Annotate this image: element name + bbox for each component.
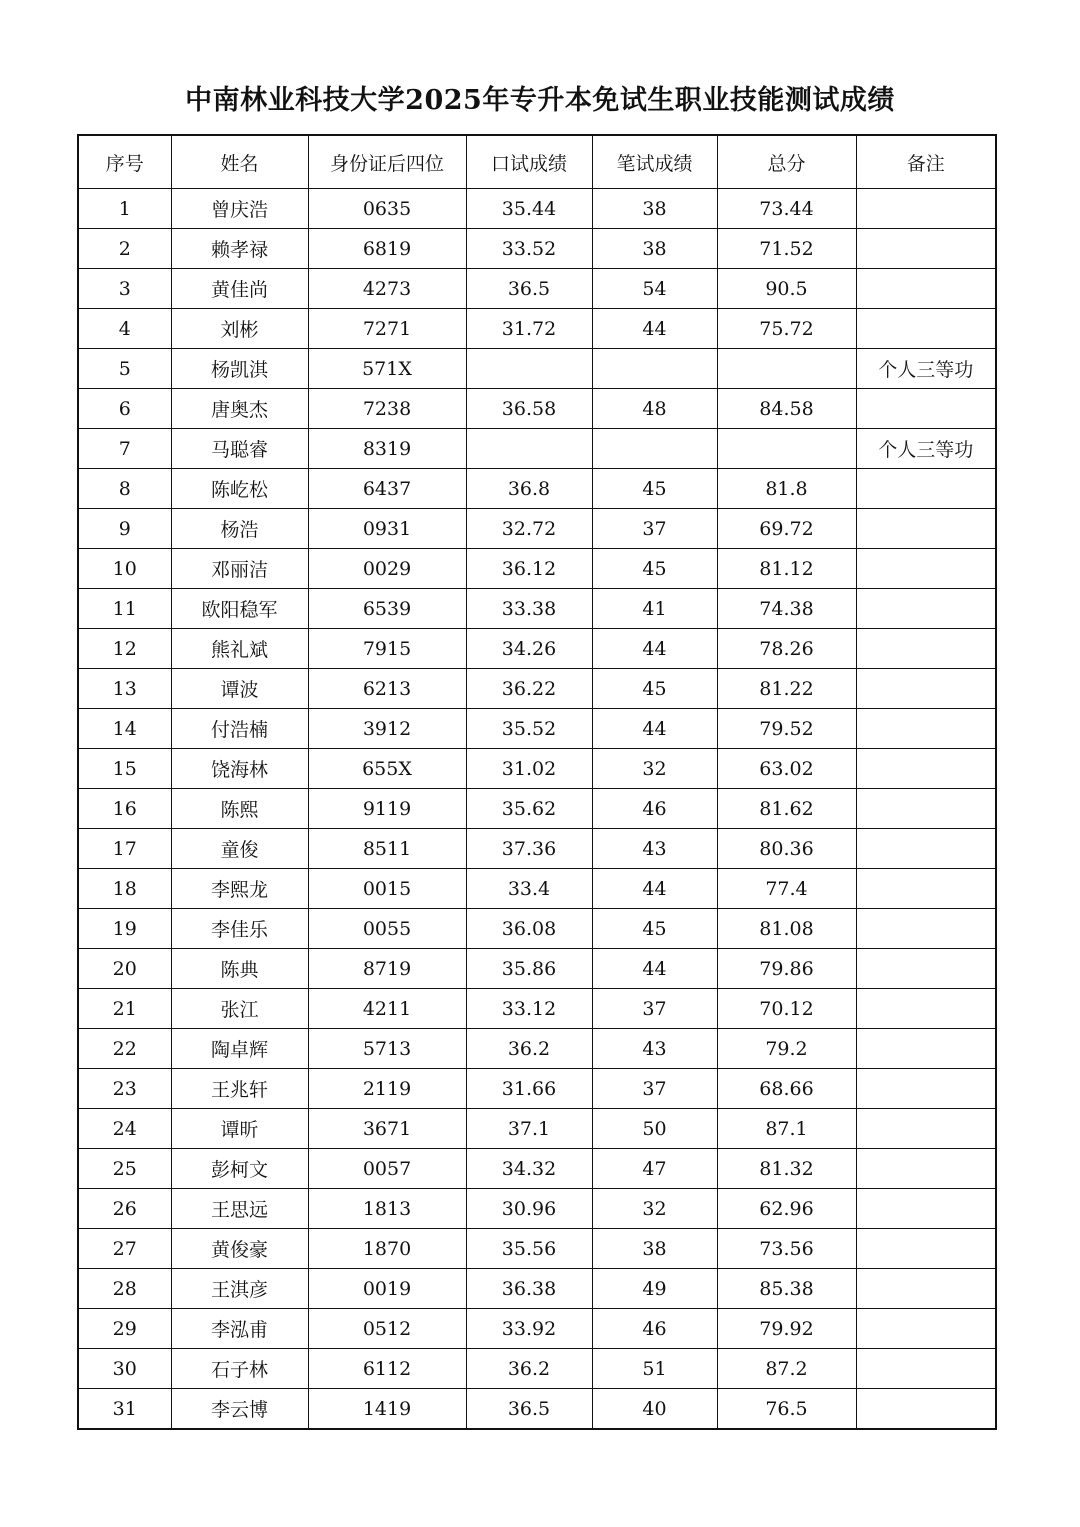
name-cell: 熊礼斌 — [171, 629, 308, 669]
written-score-cell: 38 — [592, 1229, 717, 1269]
total-score-cell — [717, 349, 856, 389]
written-score-cell: 46 — [592, 789, 717, 829]
id-last-four-cell: 1870 — [308, 1229, 466, 1269]
total-score-cell: 73.44 — [717, 189, 856, 229]
serial-number-cell: 1 — [78, 189, 171, 229]
remarks-cell — [856, 1229, 996, 1269]
total-score-cell: 81.22 — [717, 669, 856, 709]
table-row — [78, 229, 996, 269]
oral-score-cell: 33.92 — [466, 1309, 592, 1349]
written-score-cell: 38 — [592, 189, 717, 229]
total-score-cell: 78.26 — [717, 629, 856, 669]
oral-score-cell: 33.12 — [466, 989, 592, 1029]
id-last-four-cell: 0019 — [308, 1269, 466, 1309]
serial-number-cell: 7 — [78, 429, 171, 469]
remarks-cell — [856, 1309, 996, 1349]
header-id-last-four: 身份证后四位 — [308, 135, 466, 189]
header-remarks: 备注 — [856, 135, 996, 189]
serial-number-cell: 8 — [78, 469, 171, 509]
id-last-four-cell: 1813 — [308, 1189, 466, 1229]
serial-number-cell: 25 — [78, 1149, 171, 1189]
total-score-cell: 80.36 — [717, 829, 856, 869]
total-score-cell: 81.08 — [717, 909, 856, 949]
serial-number-cell: 23 — [78, 1069, 171, 1109]
name-cell: 李佳乐 — [171, 909, 308, 949]
oral-score-cell: 36.5 — [466, 269, 592, 309]
remarks-cell — [856, 469, 996, 509]
oral-score-cell: 36.22 — [466, 669, 592, 709]
table-row — [78, 869, 996, 909]
name-cell: 王思远 — [171, 1189, 308, 1229]
id-last-four-cell: 1419 — [308, 1389, 466, 1430]
table-row — [78, 1189, 996, 1229]
id-last-four-cell: 8719 — [308, 949, 466, 989]
serial-number-cell: 21 — [78, 989, 171, 1029]
id-last-four-cell: 2119 — [308, 1069, 466, 1109]
total-score-cell: 90.5 — [717, 269, 856, 309]
remarks-cell — [856, 989, 996, 1029]
id-last-four-cell: 0029 — [308, 549, 466, 589]
name-cell: 杨浩 — [171, 509, 308, 549]
serial-number-cell: 27 — [78, 1229, 171, 1269]
oral-score-cell: 31.02 — [466, 749, 592, 789]
total-score-cell: 79.2 — [717, 1029, 856, 1069]
serial-number-cell: 30 — [78, 1349, 171, 1389]
serial-number-cell: 13 — [78, 669, 171, 709]
id-last-four-cell: 3912 — [308, 709, 466, 749]
remarks-cell — [856, 389, 996, 429]
id-last-four-cell: 0057 — [308, 1149, 466, 1189]
oral-score-cell — [466, 349, 592, 389]
written-score-cell: 44 — [592, 949, 717, 989]
id-last-four-cell: 0055 — [308, 909, 466, 949]
serial-number-cell: 20 — [78, 949, 171, 989]
id-last-four-cell: 6437 — [308, 469, 466, 509]
oral-score-cell: 36.58 — [466, 389, 592, 429]
total-score-cell: 81.8 — [717, 469, 856, 509]
oral-score-cell: 33.38 — [466, 589, 592, 629]
remarks-cell — [856, 1349, 996, 1389]
table-row — [78, 789, 996, 829]
serial-number-cell: 26 — [78, 1189, 171, 1229]
serial-number-cell: 12 — [78, 629, 171, 669]
written-score-cell: 50 — [592, 1109, 717, 1149]
serial-number-cell: 11 — [78, 589, 171, 629]
table-row — [78, 949, 996, 989]
table-row — [78, 269, 996, 309]
table-row — [78, 829, 996, 869]
table-row — [78, 429, 996, 469]
oral-score-cell: 35.56 — [466, 1229, 592, 1269]
remarks-cell — [856, 1269, 996, 1309]
oral-score-cell: 36.38 — [466, 1269, 592, 1309]
oral-score-cell: 36.5 — [466, 1389, 592, 1430]
remarks-cell — [856, 189, 996, 229]
serial-number-cell: 31 — [78, 1389, 171, 1430]
name-cell: 付浩楠 — [171, 709, 308, 749]
table-row — [78, 629, 996, 669]
id-last-four-cell: 6819 — [308, 229, 466, 269]
written-score-cell: 40 — [592, 1389, 717, 1430]
table-row — [78, 349, 996, 389]
written-score-cell: 46 — [592, 1309, 717, 1349]
table-row — [78, 469, 996, 509]
table-row — [78, 509, 996, 549]
written-score-cell: 48 — [592, 389, 717, 429]
remarks-cell — [856, 1029, 996, 1069]
written-score-cell: 37 — [592, 509, 717, 549]
id-last-four-cell: 7271 — [308, 309, 466, 349]
remarks-cell — [856, 229, 996, 269]
oral-score-cell: 35.52 — [466, 709, 592, 749]
name-cell: 李泓甫 — [171, 1309, 308, 1349]
total-score-cell: 62.96 — [717, 1189, 856, 1229]
oral-score-cell: 35.86 — [466, 949, 592, 989]
serial-number-cell: 18 — [78, 869, 171, 909]
name-cell: 唐奥杰 — [171, 389, 308, 429]
total-score-cell: 75.72 — [717, 309, 856, 349]
serial-number-cell: 24 — [78, 1109, 171, 1149]
id-last-four-cell: 571X — [308, 349, 466, 389]
oral-score-cell: 37.36 — [466, 829, 592, 869]
header-serial-number: 序号 — [78, 135, 171, 189]
name-cell: 杨凯淇 — [171, 349, 308, 389]
total-score-cell: 79.52 — [717, 709, 856, 749]
total-score-cell: 74.38 — [717, 589, 856, 629]
oral-score-cell: 34.32 — [466, 1149, 592, 1189]
table-row — [78, 189, 996, 229]
table-row — [78, 909, 996, 949]
name-cell: 王淇彦 — [171, 1269, 308, 1309]
remarks-cell: 个人三等功 — [856, 349, 996, 389]
id-last-four-cell: 4273 — [308, 269, 466, 309]
written-score-cell: 51 — [592, 1349, 717, 1389]
remarks-cell — [856, 1389, 996, 1430]
name-cell: 王兆轩 — [171, 1069, 308, 1109]
table-row — [78, 1069, 996, 1109]
oral-score-cell: 34.26 — [466, 629, 592, 669]
remarks-cell — [856, 829, 996, 869]
total-score-cell: 71.52 — [717, 229, 856, 269]
id-last-four-cell: 0635 — [308, 189, 466, 229]
oral-score-cell: 36.12 — [466, 549, 592, 589]
remarks-cell — [856, 1189, 996, 1229]
serial-number-cell: 2 — [78, 229, 171, 269]
id-last-four-cell: 5713 — [308, 1029, 466, 1069]
total-score-cell: 68.66 — [717, 1069, 856, 1109]
name-cell: 曾庆浩 — [171, 189, 308, 229]
name-cell: 陈典 — [171, 949, 308, 989]
table-row — [78, 1229, 996, 1269]
serial-number-cell: 9 — [78, 509, 171, 549]
name-cell: 黄俊豪 — [171, 1229, 308, 1269]
table-row — [78, 1309, 996, 1349]
scores-table — [77, 134, 997, 1430]
id-last-four-cell: 6539 — [308, 589, 466, 629]
table-row — [78, 1269, 996, 1309]
serial-number-cell: 16 — [78, 789, 171, 829]
name-cell: 李熙龙 — [171, 869, 308, 909]
remarks-cell — [856, 309, 996, 349]
remarks-cell — [856, 789, 996, 829]
remarks-cell — [856, 1109, 996, 1149]
written-score-cell: 41 — [592, 589, 717, 629]
name-cell: 彭柯文 — [171, 1149, 308, 1189]
id-last-four-cell: 0015 — [308, 869, 466, 909]
written-score-cell: 37 — [592, 1069, 717, 1109]
name-cell: 谭波 — [171, 669, 308, 709]
total-score-cell: 76.5 — [717, 1389, 856, 1430]
name-cell: 童俊 — [171, 829, 308, 869]
total-score-cell: 79.92 — [717, 1309, 856, 1349]
table-row — [78, 1149, 996, 1189]
written-score-cell: 43 — [592, 1029, 717, 1069]
written-score-cell — [592, 429, 717, 469]
remarks-cell — [856, 1069, 996, 1109]
remarks-cell: 个人三等功 — [856, 429, 996, 469]
remarks-cell — [856, 269, 996, 309]
name-cell: 欧阳稳军 — [171, 589, 308, 629]
oral-score-cell: 35.44 — [466, 189, 592, 229]
written-score-cell: 44 — [592, 709, 717, 749]
id-last-four-cell: 3671 — [308, 1109, 466, 1149]
header-written-score: 笔试成绩 — [592, 135, 717, 189]
id-last-four-cell: 4211 — [308, 989, 466, 1029]
name-cell: 陈熙 — [171, 789, 308, 829]
name-cell: 邓丽洁 — [171, 549, 308, 589]
oral-score-cell — [466, 429, 592, 469]
serial-number-cell: 15 — [78, 749, 171, 789]
total-score-cell: 63.02 — [717, 749, 856, 789]
header-total-score: 总分 — [717, 135, 856, 189]
serial-number-cell: 6 — [78, 389, 171, 429]
name-cell: 陶卓辉 — [171, 1029, 308, 1069]
total-score-cell — [717, 429, 856, 469]
id-last-four-cell: 8511 — [308, 829, 466, 869]
table-row — [78, 1349, 996, 1389]
remarks-cell — [856, 509, 996, 549]
table-row — [78, 1389, 996, 1430]
serial-number-cell: 10 — [78, 549, 171, 589]
oral-score-cell: 36.2 — [466, 1349, 592, 1389]
oral-score-cell: 35.62 — [466, 789, 592, 829]
name-cell: 李云博 — [171, 1389, 308, 1430]
serial-number-cell: 4 — [78, 309, 171, 349]
written-score-cell: 38 — [592, 229, 717, 269]
total-score-cell: 85.38 — [717, 1269, 856, 1309]
table-row — [78, 549, 996, 589]
remarks-cell — [856, 1149, 996, 1189]
remarks-cell — [856, 589, 996, 629]
serial-number-cell: 28 — [78, 1269, 171, 1309]
table-row — [78, 389, 996, 429]
oral-score-cell: 32.72 — [466, 509, 592, 549]
total-score-cell: 69.72 — [717, 509, 856, 549]
serial-number-cell: 17 — [78, 829, 171, 869]
total-score-cell: 81.62 — [717, 789, 856, 829]
written-score-cell: 43 — [592, 829, 717, 869]
table-body — [78, 189, 996, 1430]
total-score-cell: 87.2 — [717, 1349, 856, 1389]
name-cell: 饶海林 — [171, 749, 308, 789]
id-last-four-cell: 6213 — [308, 669, 466, 709]
name-cell: 刘彬 — [171, 309, 308, 349]
written-score-cell: 32 — [592, 1189, 717, 1229]
total-score-cell: 73.56 — [717, 1229, 856, 1269]
oral-score-cell: 36.08 — [466, 909, 592, 949]
written-score-cell: 44 — [592, 309, 717, 349]
header-name: 姓名 — [171, 135, 308, 189]
remarks-cell — [856, 949, 996, 989]
total-score-cell: 77.4 — [717, 869, 856, 909]
header-oral-score: 口试成绩 — [466, 135, 592, 189]
written-score-cell: 45 — [592, 469, 717, 509]
remarks-cell — [856, 629, 996, 669]
page-title: 中南林业科技大学2025年专升本免试生职业技能测试成绩 — [185, 85, 895, 116]
remarks-cell — [856, 669, 996, 709]
serial-number-cell: 5 — [78, 349, 171, 389]
table-row — [78, 589, 996, 629]
name-cell: 马聪睿 — [171, 429, 308, 469]
total-score-cell: 81.12 — [717, 549, 856, 589]
id-last-four-cell: 7915 — [308, 629, 466, 669]
oral-score-cell: 33.4 — [466, 869, 592, 909]
table-row — [78, 669, 996, 709]
total-score-cell: 87.1 — [717, 1109, 856, 1149]
name-cell: 陈屹松 — [171, 469, 308, 509]
written-score-cell: 32 — [592, 749, 717, 789]
table-row — [78, 749, 996, 789]
written-score-cell: 47 — [592, 1149, 717, 1189]
table-row — [78, 1029, 996, 1069]
id-last-four-cell: 6112 — [308, 1349, 466, 1389]
written-score-cell: 45 — [592, 549, 717, 589]
oral-score-cell: 30.96 — [466, 1189, 592, 1229]
oral-score-cell: 37.1 — [466, 1109, 592, 1149]
table-row — [78, 1109, 996, 1149]
remarks-cell — [856, 549, 996, 589]
serial-number-cell: 29 — [78, 1309, 171, 1349]
total-score-cell: 84.58 — [717, 389, 856, 429]
name-cell: 石子林 — [171, 1349, 308, 1389]
serial-number-cell: 3 — [78, 269, 171, 309]
name-cell: 黄佳尚 — [171, 269, 308, 309]
id-last-four-cell: 0512 — [308, 1309, 466, 1349]
serial-number-cell: 14 — [78, 709, 171, 749]
written-score-cell: 54 — [592, 269, 717, 309]
id-last-four-cell: 7238 — [308, 389, 466, 429]
oral-score-cell: 36.8 — [466, 469, 592, 509]
name-cell: 张江 — [171, 989, 308, 1029]
written-score-cell: 45 — [592, 909, 717, 949]
oral-score-cell: 31.66 — [466, 1069, 592, 1109]
oral-score-cell: 36.2 — [466, 1029, 592, 1069]
id-last-four-cell: 9119 — [308, 789, 466, 829]
remarks-cell — [856, 909, 996, 949]
oral-score-cell: 33.52 — [466, 229, 592, 269]
table-row — [78, 709, 996, 749]
table-row — [78, 309, 996, 349]
written-score-cell — [592, 349, 717, 389]
written-score-cell: 37 — [592, 989, 717, 1029]
serial-number-cell: 19 — [78, 909, 171, 949]
remarks-cell — [856, 749, 996, 789]
id-last-four-cell: 0931 — [308, 509, 466, 549]
written-score-cell: 45 — [592, 669, 717, 709]
name-cell: 赖孝禄 — [171, 229, 308, 269]
written-score-cell: 44 — [592, 629, 717, 669]
serial-number-cell: 22 — [78, 1029, 171, 1069]
remarks-cell — [856, 869, 996, 909]
total-score-cell: 70.12 — [717, 989, 856, 1029]
total-score-cell: 81.32 — [717, 1149, 856, 1189]
id-last-four-cell: 8319 — [308, 429, 466, 469]
total-score-cell: 79.86 — [717, 949, 856, 989]
id-last-four-cell: 655X — [308, 749, 466, 789]
header-row — [78, 135, 996, 189]
table-row — [78, 989, 996, 1029]
oral-score-cell: 31.72 — [466, 309, 592, 349]
written-score-cell: 44 — [592, 869, 717, 909]
written-score-cell: 49 — [592, 1269, 717, 1309]
name-cell: 谭昕 — [171, 1109, 308, 1149]
remarks-cell — [856, 709, 996, 749]
